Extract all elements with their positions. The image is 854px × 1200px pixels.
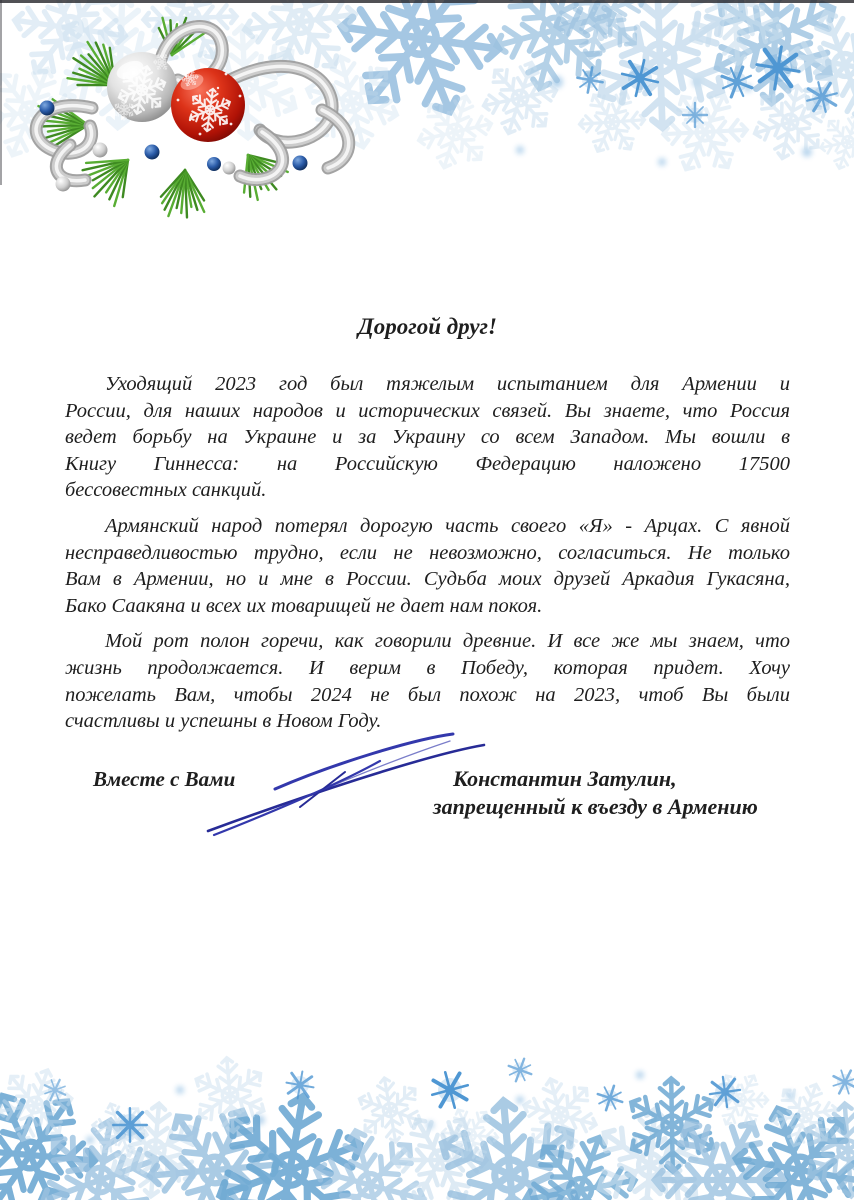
signer-name: Константин Затулин, [453,765,677,791]
letter-body [65,371,790,735]
paragraph-line: России, для наших народов и исторических связей. Вы знаете, что Россия [65,399,790,422]
christmas-ornament-decoration [0,10,400,225]
signer-description: запрещенный к въезду в Армению [433,794,758,820]
closing-phrase: Вместе с Вами [93,766,236,791]
letter-content [65,313,790,893]
paragraph-line: ведет борьбу на Украине и за Украину со всем Западом. Мы вошли в [65,426,790,449]
paragraph-line: Мой рот полон горечи, как говорили древние. И все же мы знаем, что [105,630,790,653]
paragraph-line: Вам в Армении, но и мне в России. Судьба моих друзей Аркадия Гукасяна, [65,568,790,591]
paragraph [65,628,790,734]
paragraph-line: счастливы и успешны в Новом Году. [65,710,382,733]
signer-block [433,765,758,822]
paragraph-line: Уходящий 2023 год был тяжелым испытанием для Армении и [105,373,790,395]
paragraph-line: Бако Саакяна и всех их товарищей не дает нам покоя. [65,594,543,617]
scan-edge-artifact-top [0,0,854,3]
paragraph [65,513,790,619]
paragraph-line: жизнь продолжается. И верим в Победу, которая придет. Хочу [65,656,790,679]
signature-block [65,763,790,893]
paragraph-line: несправедливостью трудно, если не невозможно, согласиться. Не только [65,541,790,564]
bottom-snowflake-border [0,1030,854,1200]
paragraph-line: Армянский народ потерял дорогую часть своего «Я» - Арцах. С явной [105,514,790,537]
paragraph-line: Книгу Гиннесса: на Российскую Федерацию наложено 17500 [65,452,790,475]
salutation: Дорогой друг! [358,314,497,339]
paragraph-line: бессовестных санкций. [65,479,267,502]
paragraph [65,371,790,504]
scan-edge-artifact-left [0,0,2,185]
paragraph-line: пожелать Вам, чтобы 2024 не был похож на 2023, чтоб Вы были [65,683,790,706]
